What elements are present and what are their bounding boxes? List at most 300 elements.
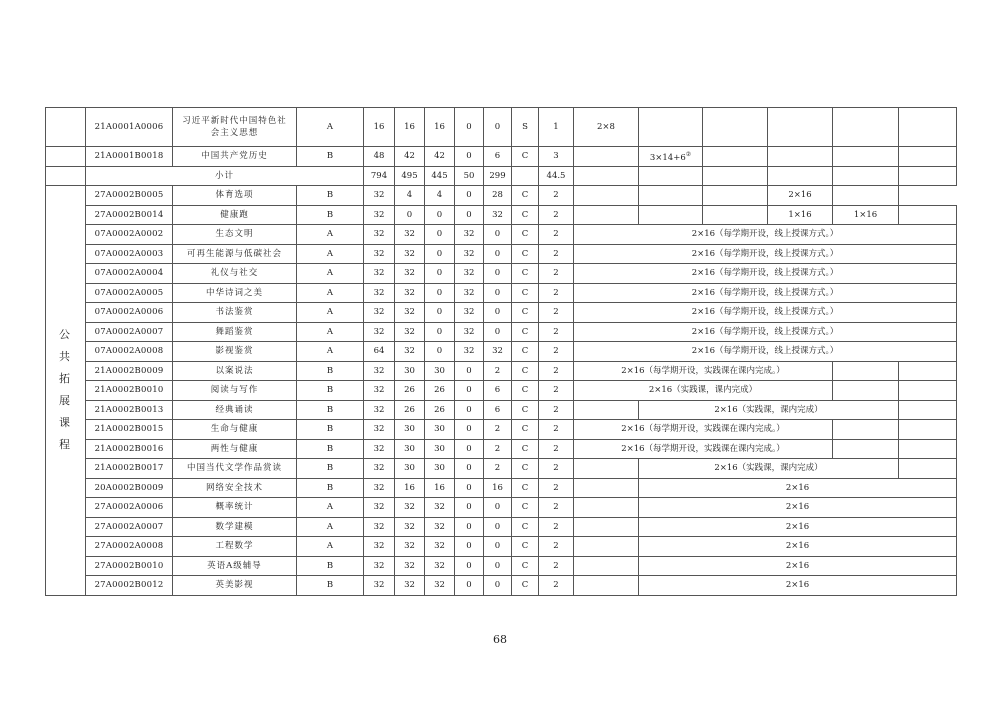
- course-code: 07A0002A0003: [86, 244, 173, 264]
- theory-hours: 0: [425, 225, 455, 245]
- online-hours: 32: [455, 322, 484, 342]
- practice-hours: 0: [484, 517, 512, 537]
- credit: 2: [539, 517, 574, 537]
- teaching-hours: 4: [395, 186, 425, 206]
- teaching-hours: 32: [395, 342, 425, 362]
- theory-hours: 26: [425, 400, 455, 420]
- course-name: 两性与健康: [173, 439, 297, 459]
- semester-5-schedule: [833, 108, 899, 147]
- semester-6-schedule: [899, 108, 957, 147]
- course-type: A: [297, 108, 364, 147]
- theory-hours: 32: [425, 517, 455, 537]
- practice-hours: 2: [484, 361, 512, 381]
- course-code: 07A0002A0002: [86, 225, 173, 245]
- semester-schedule-empty: [574, 517, 639, 537]
- exam-type: C: [512, 205, 539, 225]
- course-code: 21A0002B0017: [86, 459, 173, 479]
- teaching-hours: 30: [395, 439, 425, 459]
- exam-type: C: [512, 186, 539, 206]
- online-hours: 32: [455, 225, 484, 245]
- subtotal-exam-empty: [512, 166, 539, 186]
- course-name: 健康跑: [173, 205, 297, 225]
- semester-schedule-empty: [703, 186, 768, 206]
- practice-hours: 0: [484, 264, 512, 284]
- course-name: 中华诗词之美: [173, 283, 297, 303]
- semester-3-schedule: [703, 147, 768, 167]
- semester-schedule-empty: [574, 556, 639, 576]
- exam-type: C: [512, 498, 539, 518]
- table-row: [46, 576, 957, 596]
- credit: 2: [539, 225, 574, 245]
- semester-schedule: 2×16: [639, 556, 957, 576]
- semester-schedule: 2×16（每学期开设，线上授课方式。）: [574, 264, 957, 284]
- category-label: 公共拓展课程: [46, 186, 86, 596]
- practice-hours: 6: [484, 400, 512, 420]
- credit: 2: [539, 361, 574, 381]
- subtotal-teaching-hours: 495: [395, 166, 425, 186]
- credit: 2: [539, 244, 574, 264]
- course-name: 中国共产党历史: [173, 147, 297, 167]
- total-hours: 32: [364, 517, 395, 537]
- exam-type: C: [512, 517, 539, 537]
- total-hours: 32: [364, 264, 395, 284]
- course-code: 21A0001A0006: [86, 108, 173, 147]
- table-row: [46, 303, 957, 323]
- semester-schedule-empty: [899, 459, 957, 479]
- course-name: 生态文明: [173, 225, 297, 245]
- total-hours: 32: [364, 478, 395, 498]
- total-hours: 32: [364, 459, 395, 479]
- course-code: 07A0002A0006: [86, 303, 173, 323]
- practice-hours: 2: [484, 439, 512, 459]
- subtotal-online-hours: 50: [455, 166, 484, 186]
- course-code: 07A0002A0004: [86, 264, 173, 284]
- credit: 2: [539, 420, 574, 440]
- table-row: [46, 537, 957, 557]
- practice-hours: 2: [484, 420, 512, 440]
- credit: 3: [539, 147, 574, 167]
- table-row: [46, 498, 957, 518]
- teaching-hours: 32: [395, 556, 425, 576]
- course-code: 21A0002B0015: [86, 420, 173, 440]
- course-name: 影视鉴赏: [173, 342, 297, 362]
- course-type: A: [297, 342, 364, 362]
- total-hours: 32: [364, 303, 395, 323]
- practice-hours: 32: [484, 205, 512, 225]
- table-row: [46, 108, 957, 147]
- theory-hours: 0: [425, 283, 455, 303]
- exam-type: C: [512, 537, 539, 557]
- semester-schedule: 2×16（实践课，课内完成）: [639, 400, 899, 420]
- semester-4-schedule: [768, 147, 833, 167]
- online-hours: 32: [455, 283, 484, 303]
- theory-hours: 42: [425, 147, 455, 167]
- semester-1-schedule: 2×8: [574, 108, 639, 147]
- course-code: 27A0002A0008: [86, 537, 173, 557]
- exam-type: C: [512, 322, 539, 342]
- table-row: [46, 361, 957, 381]
- course-name: 英美影视: [173, 576, 297, 596]
- online-hours: 0: [455, 556, 484, 576]
- semester-schedule: 2×16（实践课，课内完成）: [574, 381, 833, 401]
- course-name: 网络安全技术: [173, 478, 297, 498]
- semester-schedule: 2×16（实践课，课内完成）: [639, 459, 899, 479]
- course-code: 27A0002B0005: [86, 186, 173, 206]
- semester-schedule: 2×16: [639, 478, 957, 498]
- practice-hours: 0: [484, 537, 512, 557]
- table-row: [46, 264, 957, 284]
- public-extension-courses: [46, 186, 957, 596]
- exam-type: C: [512, 420, 539, 440]
- course-code: 21A0001B0018: [86, 147, 173, 167]
- table-row: [46, 244, 957, 264]
- credit: 2: [539, 439, 574, 459]
- exam-type: C: [512, 400, 539, 420]
- semester-schedule: 2×16（每学期开设，实践课在课内完成。）: [574, 361, 833, 381]
- semester-schedule-empty: [899, 439, 957, 459]
- semester-schedule-empty: [833, 381, 899, 401]
- course-type: A: [297, 303, 364, 323]
- total-hours: 32: [364, 186, 395, 206]
- teaching-hours: 26: [395, 400, 425, 420]
- course-type: B: [297, 381, 364, 401]
- category-cell-empty: [46, 147, 86, 167]
- course-schedule-table: [45, 107, 957, 596]
- course-type: A: [297, 322, 364, 342]
- semester-schedule: 2×16: [639, 498, 957, 518]
- semester-schedule-empty: [574, 205, 639, 225]
- online-hours: 32: [455, 303, 484, 323]
- semester-schedule-empty: [574, 459, 639, 479]
- total-hours: 32: [364, 576, 395, 596]
- table-row: [46, 381, 957, 401]
- table-row: [46, 205, 957, 225]
- course-type: B: [297, 361, 364, 381]
- total-hours: 32: [364, 537, 395, 557]
- teaching-hours: 0: [395, 205, 425, 225]
- credit: 2: [539, 556, 574, 576]
- course-type: B: [297, 147, 364, 167]
- online-hours: 0: [455, 537, 484, 557]
- semester-schedule: 2×16: [768, 186, 833, 206]
- theory-hours: 0: [425, 264, 455, 284]
- semester-schedule-empty: [574, 498, 639, 518]
- theory-hours: 0: [425, 244, 455, 264]
- semester-schedule: 2×16（每学期开设，线上授课方式。）: [574, 244, 957, 264]
- theory-hours: 32: [425, 556, 455, 576]
- semester-schedule: 2×16（每学期开设，线上授课方式。）: [574, 283, 957, 303]
- online-hours: 32: [455, 244, 484, 264]
- semester-schedule-empty: [574, 400, 639, 420]
- exam-type: C: [512, 225, 539, 245]
- semester-schedule: 2×16: [639, 517, 957, 537]
- semester-schedule: 2×16（每学期开设，线上授课方式。）: [574, 225, 957, 245]
- total-hours: 16: [364, 108, 395, 147]
- semester-schedule-empty: [703, 205, 768, 225]
- exam-type: C: [512, 361, 539, 381]
- practice-hours: 0: [484, 244, 512, 264]
- total-hours: 32: [364, 322, 395, 342]
- online-hours: 0: [455, 478, 484, 498]
- semester-schedule: 2×16（每学期开设，线上授课方式。）: [574, 303, 957, 323]
- online-hours: 0: [455, 420, 484, 440]
- course-type: B: [297, 400, 364, 420]
- practice-hours: 6: [484, 381, 512, 401]
- exam-type: C: [512, 556, 539, 576]
- total-hours: 64: [364, 342, 395, 362]
- table-row: [46, 283, 957, 303]
- course-type: B: [297, 576, 364, 596]
- teaching-hours: 32: [395, 225, 425, 245]
- category-cell-empty: [46, 108, 86, 147]
- exam-type: C: [512, 478, 539, 498]
- online-hours: 0: [455, 361, 484, 381]
- subtotal-row: [46, 166, 957, 186]
- teaching-hours: 32: [395, 303, 425, 323]
- online-hours: 0: [455, 400, 484, 420]
- exam-type: C: [512, 264, 539, 284]
- total-hours: 32: [364, 283, 395, 303]
- semester-schedule-empty: [833, 439, 899, 459]
- semester-3-schedule: [703, 108, 768, 147]
- course-code: 07A0002A0007: [86, 322, 173, 342]
- practice-hours: 0: [484, 556, 512, 576]
- semester-schedule-empty: [574, 478, 639, 498]
- practice-hours: 0: [484, 283, 512, 303]
- credit: 2: [539, 459, 574, 479]
- total-hours: 32: [364, 244, 395, 264]
- semester-schedule-empty: [899, 361, 957, 381]
- practice-hours: 32: [484, 342, 512, 362]
- course-name: 生命与健康: [173, 420, 297, 440]
- course-type: A: [297, 498, 364, 518]
- table-row: [46, 517, 957, 537]
- course-type: A: [297, 264, 364, 284]
- teaching-hours: 30: [395, 459, 425, 479]
- semester-schedule-empty: [574, 537, 639, 557]
- practice-hours: 0: [484, 108, 512, 147]
- exam-type: C: [512, 303, 539, 323]
- table-row: [46, 439, 957, 459]
- course-type: B: [297, 420, 364, 440]
- credit: 2: [539, 381, 574, 401]
- total-hours: 48: [364, 147, 395, 167]
- semester-schedule: 2×16: [639, 537, 957, 557]
- semester-schedule-empty: [899, 381, 957, 401]
- semester-schedule: 2×16（每学期开设，实践课在课内完成。）: [574, 420, 833, 440]
- semester-2-schedule: 3×14+6②: [639, 147, 703, 167]
- table-row: [46, 322, 957, 342]
- table-row: [46, 225, 957, 245]
- theory-hours: 32: [425, 498, 455, 518]
- exam-type: C: [512, 381, 539, 401]
- theory-hours: 30: [425, 459, 455, 479]
- exam-type: C: [512, 459, 539, 479]
- practice-hours: 0: [484, 225, 512, 245]
- semester-schedule-empty: [899, 400, 957, 420]
- course-type: B: [297, 478, 364, 498]
- teaching-hours: 42: [395, 147, 425, 167]
- course-type: B: [297, 556, 364, 576]
- teaching-hours: 16: [395, 478, 425, 498]
- credit: 2: [539, 303, 574, 323]
- total-hours: 32: [364, 420, 395, 440]
- theory-hours: 30: [425, 361, 455, 381]
- course-type: A: [297, 517, 364, 537]
- teaching-hours: 32: [395, 576, 425, 596]
- teaching-hours: 32: [395, 537, 425, 557]
- credit: 2: [539, 576, 574, 596]
- table-row: [46, 342, 957, 362]
- course-type: A: [297, 244, 364, 264]
- course-code: 21A0002B0016: [86, 439, 173, 459]
- teaching-hours: 32: [395, 283, 425, 303]
- practice-hours: 2: [484, 459, 512, 479]
- semester-4-schedule: [768, 108, 833, 147]
- course-code: 21A0002B0009: [86, 361, 173, 381]
- course-name: 工程数学: [173, 537, 297, 557]
- course-code: 27A0002A0007: [86, 517, 173, 537]
- total-hours: 32: [364, 556, 395, 576]
- credit: 2: [539, 400, 574, 420]
- course-name: 数学建模: [173, 517, 297, 537]
- online-hours: 32: [455, 264, 484, 284]
- practice-hours: 0: [484, 303, 512, 323]
- subtotal-theory-hours: 445: [425, 166, 455, 186]
- online-hours: 0: [455, 576, 484, 596]
- credit: 2: [539, 322, 574, 342]
- table-row: [46, 186, 957, 206]
- practice-hours: 16: [484, 478, 512, 498]
- course-name: 概率统计: [173, 498, 297, 518]
- theory-hours: 32: [425, 537, 455, 557]
- subtotal-total-hours: 794: [364, 166, 395, 186]
- course-name: 礼仪与社交: [173, 264, 297, 284]
- credit: 2: [539, 205, 574, 225]
- subtotal-practice-hours: 299: [484, 166, 512, 186]
- exam-type: C: [512, 147, 539, 167]
- table-row: [46, 420, 957, 440]
- theory-hours: 0: [425, 322, 455, 342]
- course-name: 舞蹈鉴赏: [173, 322, 297, 342]
- semester-schedule-empty: [639, 205, 703, 225]
- subtotal-credit: 44.5: [539, 166, 574, 186]
- semester-6-schedule: [899, 147, 957, 167]
- table-row: [46, 400, 957, 420]
- page-number: 68: [493, 633, 507, 646]
- practice-hours: 0: [484, 322, 512, 342]
- online-hours: 0: [455, 186, 484, 206]
- credit: 2: [539, 342, 574, 362]
- course-type: A: [297, 225, 364, 245]
- semester-schedule: 2×16（每学期开设，实践课在课内完成。）: [574, 439, 833, 459]
- teaching-hours: 30: [395, 420, 425, 440]
- semester-schedule-empty: [833, 361, 899, 381]
- online-hours: 0: [455, 439, 484, 459]
- online-hours: 0: [455, 205, 484, 225]
- credit: 1: [539, 108, 574, 147]
- teaching-hours: 32: [395, 264, 425, 284]
- total-hours: 32: [364, 205, 395, 225]
- course-code: 27A0002B0012: [86, 576, 173, 596]
- semester-schedule-empty: [574, 186, 639, 206]
- footnote-marker: ②: [685, 150, 692, 158]
- course-code: 07A0002A0008: [86, 342, 173, 362]
- online-hours: 0: [455, 381, 484, 401]
- course-name: 习近平新时代中国特色社会主义思想: [173, 108, 297, 147]
- table-row: [46, 459, 957, 479]
- teaching-hours: 26: [395, 381, 425, 401]
- course-code: 21A0002B0013: [86, 400, 173, 420]
- course-code: 27A0002B0010: [86, 556, 173, 576]
- course-name: 体育选项: [173, 186, 297, 206]
- semester-schedule: 2×16（每学期开设，线上授课方式。）: [574, 342, 957, 362]
- credit: 2: [539, 537, 574, 557]
- exam-type: C: [512, 283, 539, 303]
- semester-2-schedule: [639, 108, 703, 147]
- exam-type: C: [512, 244, 539, 264]
- online-hours: 32: [455, 342, 484, 362]
- course-name: 书法鉴赏: [173, 303, 297, 323]
- subtotal-label: 小计: [86, 166, 364, 186]
- course-code: 27A0002B0014: [86, 205, 173, 225]
- total-hours: 32: [364, 400, 395, 420]
- semester-schedule: 2×16（每学期开设，线上授课方式。）: [574, 322, 957, 342]
- semester-schedule: 2×16: [639, 576, 957, 596]
- course-name: 以案说法: [173, 361, 297, 381]
- exam-type: C: [512, 576, 539, 596]
- theory-hours: 32: [425, 576, 455, 596]
- teaching-hours: 32: [395, 498, 425, 518]
- course-name: 经典诵读: [173, 400, 297, 420]
- credit: 2: [539, 498, 574, 518]
- online-hours: 0: [455, 517, 484, 537]
- total-hours: 32: [364, 439, 395, 459]
- credit: 2: [539, 186, 574, 206]
- course-code: 20A0002B0009: [86, 478, 173, 498]
- total-hours: 32: [364, 361, 395, 381]
- semester-schedule-empty: [833, 420, 899, 440]
- course-name: 中国当代文学作品赏读: [173, 459, 297, 479]
- online-hours: 0: [455, 108, 484, 147]
- practice-hours: 0: [484, 498, 512, 518]
- category-cell-empty: [46, 166, 86, 186]
- total-hours: 32: [364, 498, 395, 518]
- theory-hours: 0: [425, 303, 455, 323]
- semester-schedule: 1×16: [833, 205, 899, 225]
- credit: 2: [539, 283, 574, 303]
- exam-type: C: [512, 342, 539, 362]
- theory-hours: 30: [425, 439, 455, 459]
- course-name: 英语A级辅导: [173, 556, 297, 576]
- online-hours: 0: [455, 147, 484, 167]
- practice-hours: 6: [484, 147, 512, 167]
- table-row: [46, 147, 957, 167]
- theory-hours: 30: [425, 420, 455, 440]
- theory-hours: 4: [425, 186, 455, 206]
- teaching-hours: 16: [395, 108, 425, 147]
- semester-schedule-empty: [639, 186, 703, 206]
- online-hours: 0: [455, 459, 484, 479]
- semester-schedule-empty: [574, 576, 639, 596]
- course-type: B: [297, 205, 364, 225]
- course-code: 07A0002A0005: [86, 283, 173, 303]
- course-name: 阅读与写作: [173, 381, 297, 401]
- course-type: B: [297, 439, 364, 459]
- course-type: A: [297, 537, 364, 557]
- teaching-hours: 32: [395, 322, 425, 342]
- practice-hours: 0: [484, 576, 512, 596]
